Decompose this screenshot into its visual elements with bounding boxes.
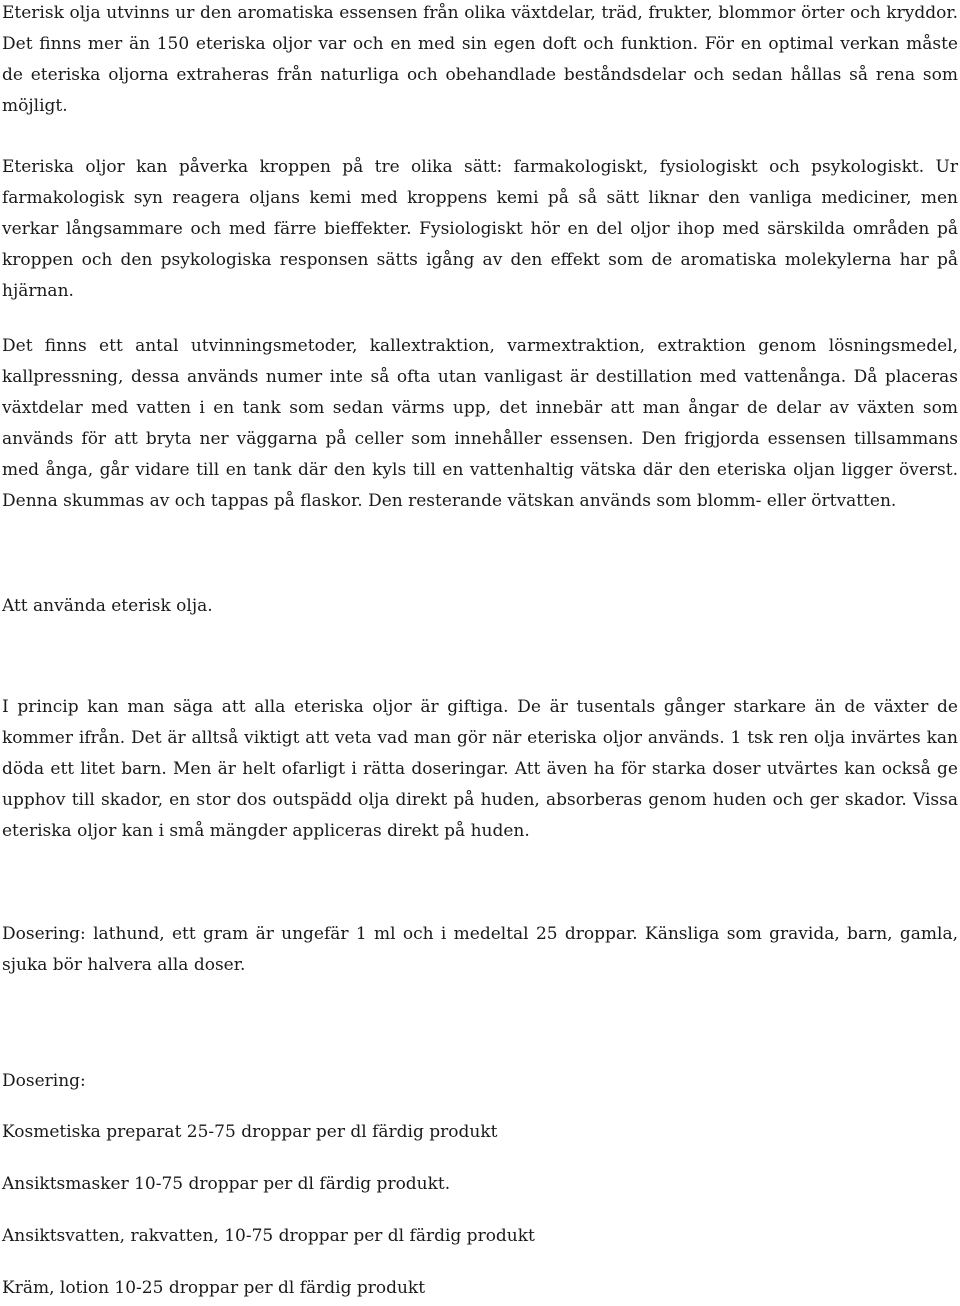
section-heading-dosage: Dosering: <box>2 1071 86 1091</box>
dosage-item: Kosmetiska preparat 25-75 droppar per dl färdig produkt <box>2 1122 498 1142</box>
toxicity-paragraph: I princip kan man säga att alla eteriska oljor är giftiga. De är tusentals gånger starkare än de växter de kommer ifrån. Det är alltså viktigt att veta vad man gör när eteriska oljor används. 1 tsk ren olja invärtes kan döda ett litet barn. Men är helt ofarligt i rätta doseringar. Att även ha för starka doser utvärtes kan också ge upphov till skador, en stor dos outspädd olja direkt på huden, absorberas genom huden och ger skador. Vissa eteriska oljor kan i små mängder appliceras direkt på huden. <box>2 697 958 841</box>
effects-paragraph: Eteriska oljor kan påverka kroppen på tre olika sätt: farmakologiskt, fysiologiskt och psykologiskt. Ur farmakologisk syn reagera oljans kemi med kroppens kemi på så sätt liknar den vanliga mediciner, men verkar långsammare och med färre bieffekter. Fysiologiskt hör en del oljor ihop med särskilda områden på kroppen och den psykologiska responsen sätts igång av den effekt som de aromatiska molekylerna har på hjärnan. <box>2 157 958 301</box>
section-heading-usage: Att använda eterisk olja. <box>2 596 213 616</box>
extraction-paragraph: Det finns ett antal utvinningsmetoder, kallextraktion, varmextraktion, extraktion genom lösningsmedel, kallpressning, dessa används numer inte så ofta utan vanligast är destillation med vattenånga. Då placeras växtdelar med vatten i en tank som sedan värms upp, det innebär att man ångar de delar av växten som används för att bryta ner väggarna på celler som innehåller essensen. Den frigjorda essensen tillsammans med ånga, går vidare till en tank där den kyls till en vattenhaltig vätska där den eteriska oljan ligger överst. Denna skummas av och tappas på flaskor. Den resterande vätskan används som blomm- eller örtvatten. <box>2 336 958 511</box>
dosage-item: Ansiktsmasker 10-75 droppar per dl färdig produkt. <box>2 1174 451 1194</box>
intro-paragraph: Eterisk olja utvinns ur den aromatiska essensen från olika växtdelar, träd, frukter, blommor örter och kryddor. Det finns mer än 150 eteriska oljor var och en med sin egen doft och funktion. För en optimal verkan måste de eteriska oljorna extraheras från naturliga och obehandlade beståndsdelar och sedan hållas så rena som möjligt. <box>2 3 958 116</box>
dosage-item: Kräm, lotion 10-25 droppar per dl färdig produkt <box>2 1278 426 1298</box>
dosage-list <box>2 1117 958 1304</box>
dosage-item: Ansiktsvatten, rakvatten, 10-75 droppar per dl färdig produkt <box>2 1226 535 1246</box>
dosage-rule-paragraph: Dosering: lathund, ett gram är ungefär 1 ml och i medeltal 25 droppar. Känsliga som gravida, barn, gamla, sjuka bör halvera alla doser. <box>2 924 958 975</box>
